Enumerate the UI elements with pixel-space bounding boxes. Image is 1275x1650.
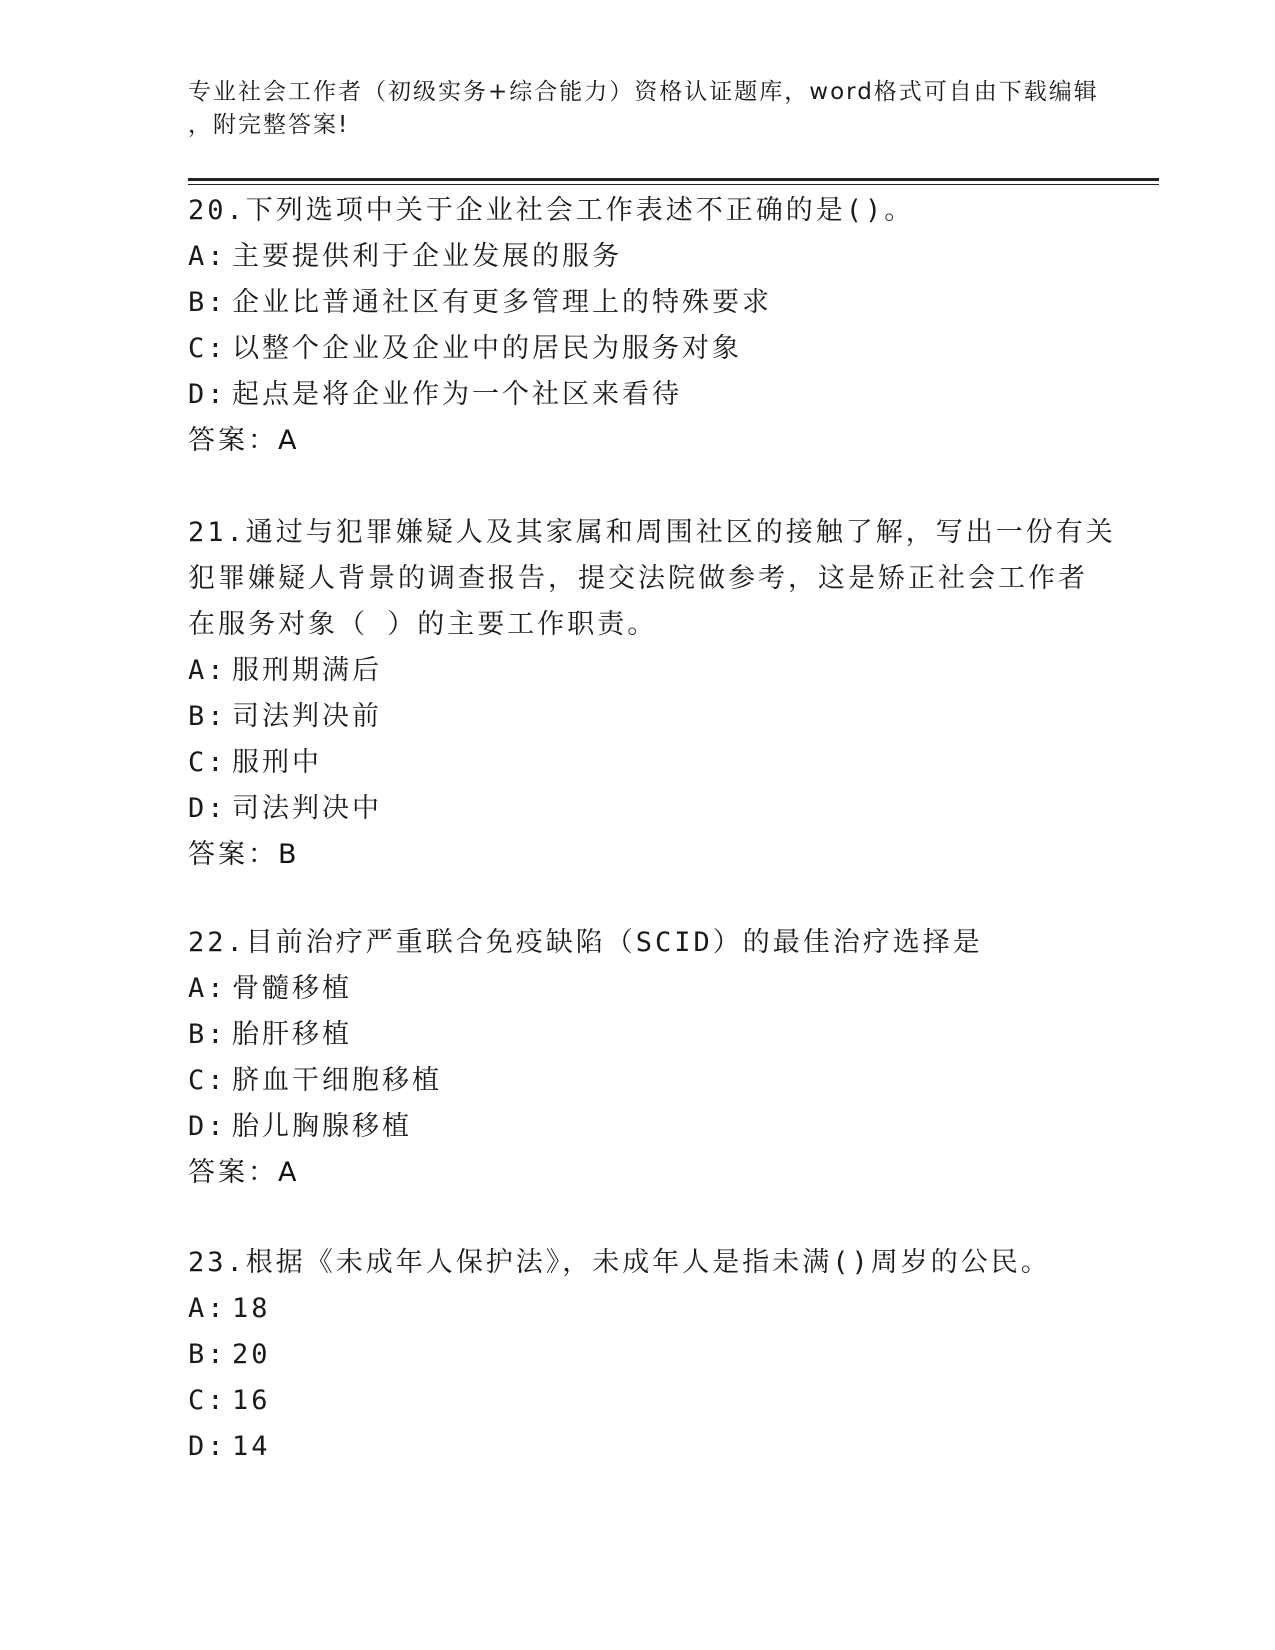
option-b bbox=[188, 1332, 1168, 1378]
question-22 bbox=[188, 920, 1168, 1196]
answer-line: 答案：A bbox=[188, 1157, 300, 1188]
header-divider-thick bbox=[188, 178, 1159, 181]
question-21 bbox=[188, 510, 1168, 878]
option-text: 脐血干细胞移植 bbox=[232, 1065, 442, 1096]
answer-line: 答案：A bbox=[188, 425, 300, 456]
header-line-2: ，附完整答案! bbox=[188, 112, 350, 138]
option-text: 服刑期满后 bbox=[232, 655, 382, 686]
option-text: 司法判决前 bbox=[232, 701, 382, 732]
option-text: 企业比普通社区有更多管理上的特殊要求 bbox=[232, 287, 772, 318]
option-key: B: bbox=[188, 1339, 227, 1370]
option-a bbox=[188, 648, 1168, 694]
option-key: B: bbox=[188, 1019, 227, 1050]
option-key: C: bbox=[188, 1385, 227, 1416]
option-key: B: bbox=[188, 701, 227, 732]
option-b bbox=[188, 280, 1168, 326]
question-23 bbox=[188, 1240, 1168, 1470]
question-stem: 23.根据《未成年人保护法》，未成年人是指未满()周岁的公民。 bbox=[188, 1247, 1051, 1278]
option-key: A: bbox=[188, 241, 227, 272]
option-text: 服刑中 bbox=[232, 747, 322, 778]
question-20 bbox=[188, 188, 1168, 464]
question-stem-line-2: 犯罪嫌疑人背景的调查报告，提交法院做参考，这是矫正社会工作者 bbox=[188, 563, 1088, 594]
option-a bbox=[188, 234, 1168, 280]
question-stem: 22.目前治疗严重联合免疫缺陷（SCID）的最佳治疗选择是 bbox=[188, 927, 983, 958]
document-header bbox=[188, 76, 1099, 142]
option-c bbox=[188, 740, 1168, 786]
option-c bbox=[188, 1378, 1168, 1424]
option-text: 主要提供利于企业发展的服务 bbox=[232, 241, 622, 272]
header-divider-thin bbox=[188, 184, 1159, 185]
option-text: 14 bbox=[232, 1431, 271, 1462]
option-key: D: bbox=[188, 379, 227, 410]
option-text: 骨髓移植 bbox=[232, 973, 352, 1004]
option-c bbox=[188, 326, 1168, 372]
option-text: 18 bbox=[232, 1293, 271, 1324]
option-text: 16 bbox=[232, 1385, 271, 1416]
option-b bbox=[188, 1012, 1168, 1058]
option-key: C: bbox=[188, 747, 227, 778]
option-key: A: bbox=[188, 973, 227, 1004]
option-text: 司法判决中 bbox=[232, 793, 382, 824]
question-stem-line-3: 在服务对象（ ）的主要工作职责。 bbox=[188, 609, 658, 640]
option-d bbox=[188, 1104, 1168, 1150]
option-text: 胎肝移植 bbox=[232, 1019, 352, 1050]
option-key: A: bbox=[188, 1293, 227, 1324]
option-key: B: bbox=[188, 287, 227, 318]
option-a bbox=[188, 1286, 1168, 1332]
option-d bbox=[188, 1424, 1168, 1470]
option-d bbox=[188, 372, 1168, 418]
option-c bbox=[188, 1058, 1168, 1104]
answer-line: 答案：B bbox=[188, 839, 300, 870]
option-key: D: bbox=[188, 1431, 227, 1462]
option-b bbox=[188, 694, 1168, 740]
option-key: D: bbox=[188, 793, 227, 824]
option-key: C: bbox=[188, 1065, 227, 1096]
question-stem-line-1: 21.通过与犯罪嫌疑人及其家属和周围社区的接触了解，写出一份有关 bbox=[188, 517, 1116, 548]
header-line-1: 专业社会工作者（初级实务+综合能力）资格认证题库，word格式可自由下载编辑 bbox=[188, 79, 1099, 105]
option-key: C: bbox=[188, 333, 227, 364]
option-key: D: bbox=[188, 1111, 227, 1142]
option-a bbox=[188, 966, 1168, 1012]
option-d bbox=[188, 786, 1168, 832]
option-key: A: bbox=[188, 655, 227, 686]
option-text: 起点是将企业作为一个社区来看待 bbox=[232, 379, 682, 410]
option-text: 20 bbox=[232, 1339, 271, 1370]
option-text: 以整个企业及企业中的居民为服务对象 bbox=[232, 333, 742, 364]
option-text: 胎儿胸腺移植 bbox=[232, 1111, 412, 1142]
question-stem: 20.下列选项中关于企业社会工作表述不正确的是()。 bbox=[188, 195, 915, 226]
